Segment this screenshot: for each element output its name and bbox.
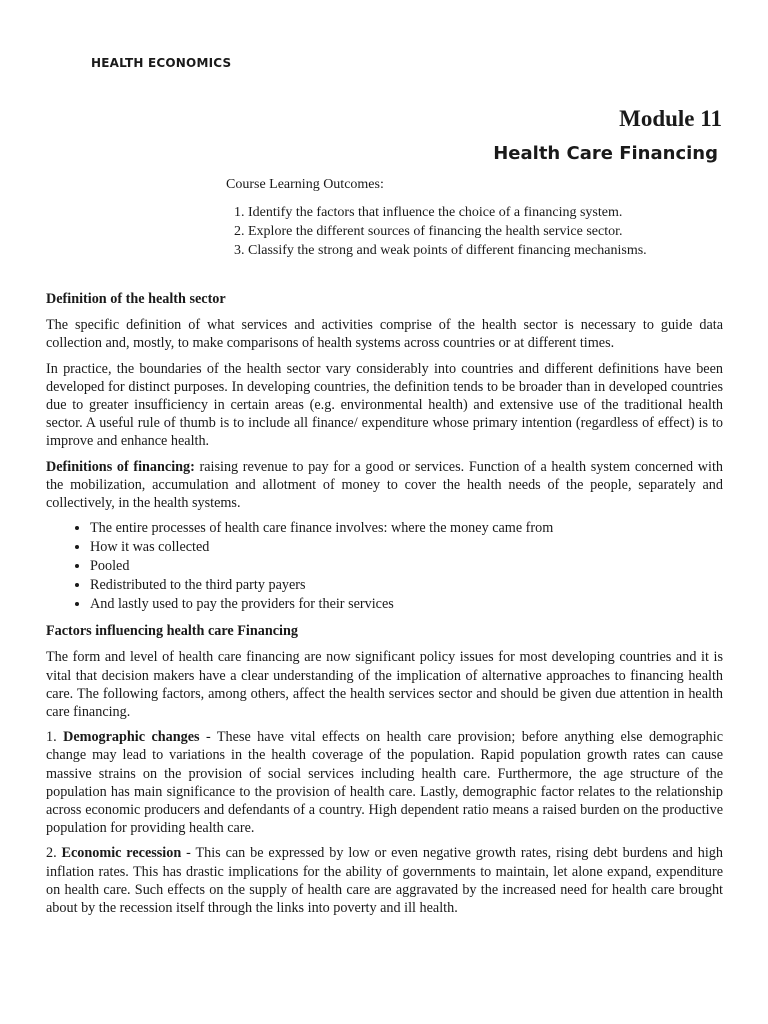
factor-title: Demographic changes bbox=[63, 729, 200, 746]
list-item: • The entire processes of health care finance involves: where the money came from bbox=[90, 519, 723, 538]
factor-number: 1. bbox=[46, 729, 64, 746]
section-heading-health-sector: Definition of the health sector bbox=[46, 291, 226, 307]
factor-text: - This can be expressed by low or even negative growth rates, rising debt burdens and high inflation rates. This has drastic implications for the ability of governments to maintain, let alone expand, expenditure on health care. Such effects on the supply of health care are aggravated by the increased need for health care brought about by the recession itself through the links into poverty and ill health. bbox=[46, 845, 723, 917]
list-item: • How it was collected bbox=[90, 538, 723, 557]
factor-text: - These have vital effects on health care provision; before anything else demographic change may lead to variations in the health coverage of the population. Rapid population growth rates can cause massive strains on the provision of social services including health care. Furthermore, the age structure of the population has main significance to the provision of health care. Lastly, demographic factor relates to the relationship across economic producers and defendants of a country. High dependent ratio means a raised burden on the productive population for providing health care. bbox=[46, 729, 724, 837]
finance-process-list bbox=[46, 519, 723, 614]
factor-number: 2. bbox=[46, 845, 62, 862]
module-number: Module 11 bbox=[619, 106, 722, 131]
outcome-item: 1. Identify the factors that influence the choice of a financing system. bbox=[248, 203, 647, 222]
outcome-item: 2. Explore the different sources of financing the health service sector. bbox=[248, 222, 647, 241]
running-header: HEALTH ECONOMICS bbox=[91, 56, 232, 70]
outcomes-list bbox=[226, 203, 647, 260]
document-body bbox=[46, 290, 723, 924]
list-item: • And lastly used to pay the providers for their services bbox=[90, 595, 723, 614]
paragraph: In practice, the boundaries of the health sector vary considerably into countries and different definitions have been developed for distinct purposes. In developing countries, the definition tends to be broader than in developed countries due to greater insufficiency in certain areas (e.g. environmental health) and extensive use of the traditional health sector. A useful rule of thumb is to include all finance/ expenditure whose primary intention (regardless of effect) is to improve and enhance health. bbox=[46, 360, 723, 450]
financing-definition: raising revenue to pay for a good or services. Function of a health system concerned with the mobilization, accumulation and allotment of money to cover the health needs of the people, separately and collectively, in the health systems. bbox=[46, 458, 723, 512]
list-item: • Redistributed to the third party payers bbox=[90, 576, 723, 595]
list-item: • Pooled bbox=[90, 557, 723, 576]
outcomes-title: Course Learning Outcomes: bbox=[226, 177, 384, 192]
outcome-item: 3. Classify the strong and weak points of different financing mechanisms. bbox=[248, 241, 647, 260]
course-learning-outcomes bbox=[226, 177, 647, 260]
factor-title: Economic recession bbox=[61, 845, 182, 862]
paragraph: The form and level of health care financing are now significant policy issues for most developing countries and it is vital that decision makers have a clear understanding of the implication of alternative approaches to financing health care. The following factors, among others, affect the health services sector and should be given due attention in health care financing. bbox=[46, 649, 723, 721]
factor-demographic bbox=[46, 728, 723, 837]
paragraph: The specific definition of what services and activities comprise of the health sector is necessary to guide data collection and, mostly, to make comparisons of health systems across countries or at different times. bbox=[46, 317, 723, 352]
paragraph-financing-definition bbox=[46, 458, 723, 513]
financing-term: Definitions of financing: bbox=[46, 458, 195, 475]
section-heading-factors: Factors influencing health care Financing bbox=[46, 623, 298, 640]
factor-economic bbox=[46, 844, 723, 917]
module-title: Health Care Financing bbox=[493, 143, 718, 164]
